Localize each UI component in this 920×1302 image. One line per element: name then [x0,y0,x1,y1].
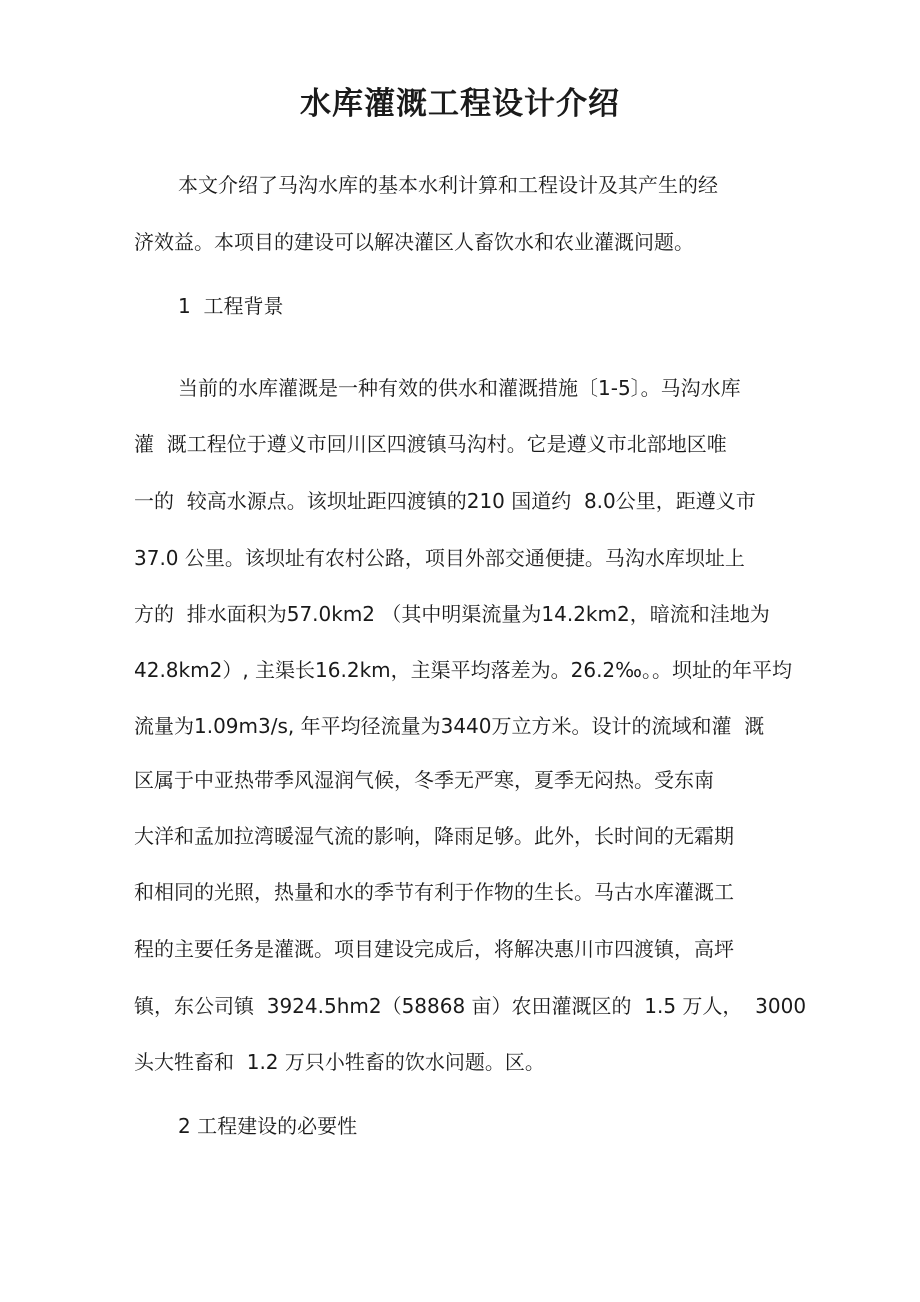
body-line: 37.0 公里。该坝址有农村公路，项目外部交通便捷。马沟水库坝址上 [134,546,745,570]
body-line: 方的 排水面积为57.0km2 （其中明渠流量为14.2km2，暗流和洼地为 [134,602,770,626]
body-line: 42.8km2）, 主渠长16.2km，主渠平均落差为。26.2‰。。坝址的年平均 [134,658,792,682]
body-line: 头大牲畜和 1.2 万只小牲畜的饮水问题。区。 [134,1050,545,1074]
section-heading: 2 工程建设的必要性 [178,1114,358,1138]
body-line: 流量为1.09m3/s, 年平均径流量为3440万立方米。设计的流域和灌 溉 [134,714,765,738]
section-heading: 1 工程背景 [178,294,284,318]
body-line: 区属于中亚热带季风湿润气候，冬季无严寒，夏季无闷热。受东南 [134,768,714,792]
body-line: 镇，东公司镇 3924.5hm2（58868 亩）农田灌溉区的 1.5 万人， 3000 [134,994,807,1018]
body-line: 一的 较高水源点。该坝址距四渡镇的210 国道约 8.0公里，距遵义市 [134,489,756,513]
intro-line: 本文介绍了马沟水库的基本水利计算和工程设计及其产生的经 [178,173,718,197]
body-line: 当前的水库灌溉是一种有效的供水和灌溉措施〔1-5〕。马沟水库 [178,376,741,400]
body-line: 大洋和孟加拉湾暖湿气流的影响，降雨足够。此外，长时间的无霜期 [134,824,734,848]
body-line: 程的主要任务是灌溉。项目建设完成后，将解决惠川市四渡镇，高坪 [134,937,734,961]
document-title: 水库灌溉工程设计介绍 [300,86,620,122]
body-line: 和相同的光照，热量和水的季节有利于作物的生长。马古水库灌溉工 [134,880,734,904]
body-line: 灌 溉工程位于遵义市回川区四渡镇马沟村。它是遵义市北部地区唯 [134,432,727,456]
intro-line: 济效益。本项目的建设可以解决灌区人畜饮水和农业灌溉问题。 [134,230,694,254]
